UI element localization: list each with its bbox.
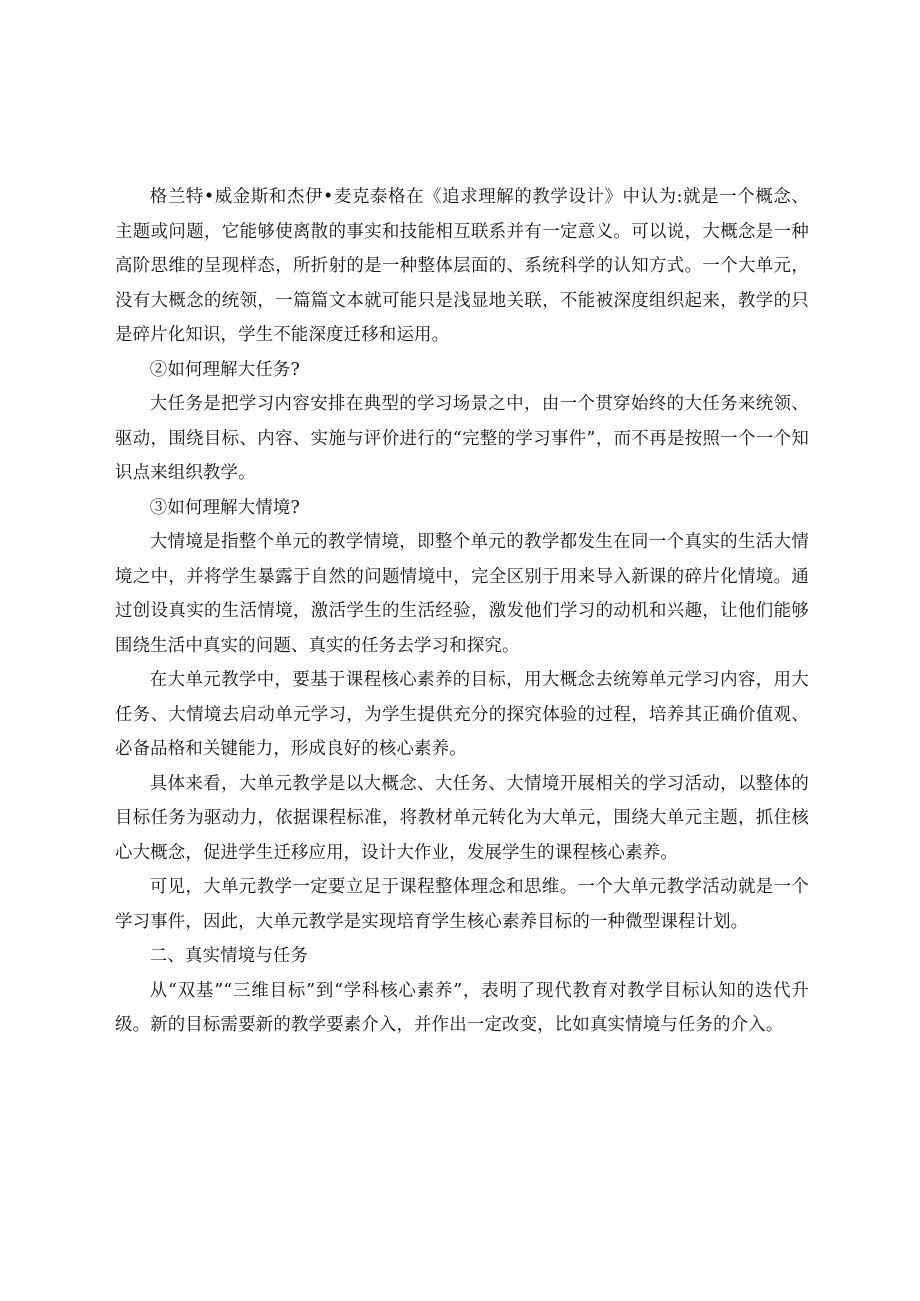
- paragraph-big-task: 大任务是把学习内容安排在典型的学习场景之中，由一个贯穿始终的大任务来统领、驱动，围绕目标、内容、实施与评价进行的“完整的学习事件”，而不再是按照一个一个知识点来组织教学。: [115, 394, 809, 483]
- paragraph-objectives-evolution: 从“双基”“三维目标”到“学科核心素养”，表明了现代教育对教学目标认知的迭代升级。新的目标需要新的教学要素介入，并作出一定改变，比如真实情境与任务的介入。: [115, 980, 809, 1035]
- paragraph-big-concept: 格兰特•威金斯和杰伊•麦克泰格在《追求理解的教学设计》中认为:就是一个概念、主题或问题，它能够使离散的事实和技能相互联系并有一定意义。可以说，大概念是一种高阶思维的呈现样态，所折射的是一种整体层面的、系统科学的认知方式。一个大单元，没有大概念的统领，一篇篇文本就可能只是浅显地关联，不能被深度组织起来，教学的只是碎片化知识，学生不能深度迁移和运用。: [115, 187, 809, 345]
- paragraph-big-context: 大情境是指整个单元的教学情境，即整个单元的教学都发生在同一个真实的生活大情境之中，并将学生暴露于自然的问题情境中，完全区别于用来导入新课的碎片化情境。通过创设真实的生活情境，激活学生的生活经验，激发他们学习的动机和兴趣，让他们能够围绕生活中真实的问题、真实的任务去学习和探究。: [115, 532, 809, 656]
- document-body: [115, 180, 809, 1043]
- heading-big-context: ③如何理解大情境?: [149, 497, 301, 518]
- paragraph-unit-teaching: 在大单元教学中，要基于课程核心素养的目标，用大概念去统筹单元学习内容，用大任务、大情境去启动单元学习，为学生提供充分的探究体验的过程，培养其正确价值观、必备品格和关键能力，形成良好的核心素养。: [115, 670, 809, 759]
- paragraph-conclusion: 可见，大单元教学一定要立足于课程整体理念和思维。一个大单元教学活动就是一个学习事件，因此，大单元教学是实现培育学生核心素养目标的一种微型课程计划。: [115, 877, 809, 932]
- heading-big-task: ②如何理解大任务?: [149, 359, 301, 380]
- paragraph-specifically: 具体来看，大单元教学是以大概念、大任务、大情境开展相关的学习活动，以整体的目标任务为驱动力，依据课程标准，将教材单元转化为大单元，围绕大单元主题，抓住核心大概念，促进学生迁移应用，设计大作业，发展学生的课程核心素养。: [115, 773, 809, 863]
- heading-real-context-task: 二、真实情境与任务: [149, 946, 309, 966]
